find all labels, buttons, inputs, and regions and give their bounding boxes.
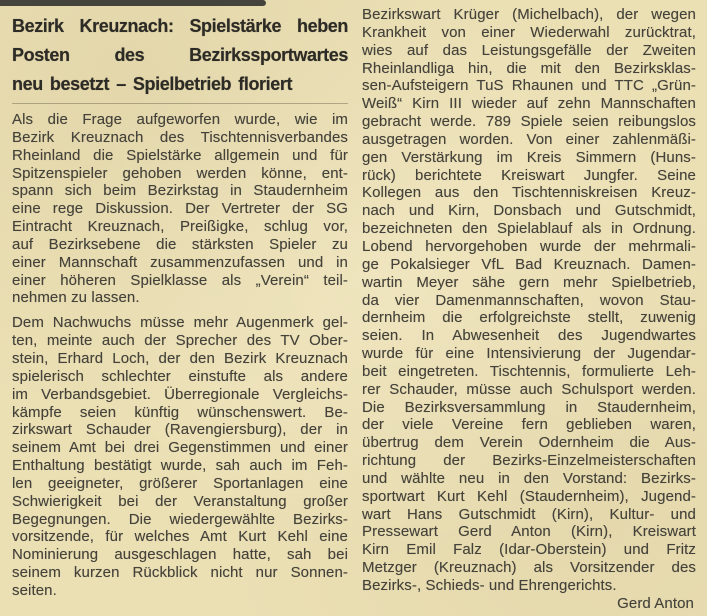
text-line: vorsitzende, für welches Amt Kurt Kehl eine: [12, 528, 348, 546]
text-line: Lobend hervorgehoben wurde der mehrmali-: [362, 237, 696, 255]
text-line: Rheinland die Spielstärke allgemein und für: [12, 146, 348, 164]
text-line: wartin Meyer sähe gern mehr Spielbetrieb,: [362, 273, 696, 291]
right-column: [362, 6, 696, 613]
byline: Gerd Anton: [617, 594, 694, 612]
text-line: wart Hans Gutschmidt (Kirn), Kultur- und: [362, 505, 696, 523]
text-line: gen Verstärkung im Kreis Simmern (Huns-: [362, 148, 696, 166]
text-line: einer höheren Spielklasse als „Verein“ teil-: [12, 271, 348, 289]
text-line: da vier Damenmannschaften, wovon Stau-: [362, 291, 696, 309]
text-line: nach und Kirn, Donsbach und Gutschmidt,: [362, 202, 696, 220]
text-line: Pressewart Gerd Anton (Kirn), Kreiswart: [362, 523, 696, 541]
text-line: dernheim die erfolgreichste stellt, zuwenig: [362, 309, 696, 327]
text-line: len geeigneter, größerer Sportanlagen eine: [12, 474, 348, 492]
text-line: seiten.: [12, 581, 57, 599]
text-line: Spitzenspieler gehoben werden könne, ent-: [12, 164, 348, 182]
text-line: Bezirk Kreuznach des Tischtennisverbandes: [12, 128, 348, 146]
text-line: auf Bezirksebene die stärksten Spieler zu: [12, 235, 348, 253]
text-line: ten, meinte auch der Sprecher des TV Ober-: [12, 332, 348, 350]
text-line: Krankheit von einer Wiederwahl zurücktrat,: [362, 23, 696, 41]
text-line: richtung der Bezirks-Einzelmeisterschaften: [362, 452, 696, 470]
text-line: Die Bezirksversammlung in Staudernheim,: [362, 398, 696, 416]
text-line: Begegnungen. Die wiedergewählte Bezirks-: [12, 510, 348, 528]
paragraph: [362, 6, 696, 595]
text-line: übertrug dem Verein Odernheim die Aus-: [362, 434, 696, 452]
text-line: gebracht werde. 789 Spiele seien reibungslos: [362, 113, 696, 131]
text-line: Kirn Emil Falz (Idar-Oberstein) und Fritz: [362, 541, 696, 559]
text-line: Bezirk Kreuznach: Spielstärke heben: [12, 16, 348, 36]
left-column-text: [12, 111, 348, 600]
text-line: einer Mannschaft zusammenzufassen und in: [12, 253, 348, 271]
text-line: der viele Vereine fern geblieben waren,: [362, 416, 696, 434]
text-line: stein, Erhard Loch, der den Bezirk Kreuznach: [12, 349, 348, 367]
text-line: beit eingetreten. Tischtennis, formulierte Leh-: [362, 362, 696, 380]
paragraph: [12, 314, 348, 600]
text-line: neu besetzt – Spielbetrieb floriert: [12, 74, 293, 94]
text-line: spielerisch schlechter einstufte als andere: [12, 367, 348, 385]
text-line: Bezirks-, Schieds- und Ehrengerichts.: [362, 577, 617, 594]
text-line: und wählte neu in den Vorstand: Bezirks-: [362, 469, 696, 487]
text-line: Enthaltung bestätigt wurde, sah auch im Feh-: [12, 457, 348, 475]
text-line: Posten des Bezirkssportwartes: [12, 45, 348, 65]
text-line: rück) berichtete Kreiswart Jungfer. Seine: [362, 166, 696, 184]
text-line: Rheinlandliga hin, die mit den Bezirksklas-: [362, 59, 696, 77]
text-line: zirkswart Schauder (Ravengiersburg), der in: [12, 421, 348, 439]
text-line: Dem Nachwuchs müsse mehr Augenmerk gel-: [12, 314, 348, 332]
text-line: seien. In Abwesenheit des Jugendwartes: [362, 327, 696, 345]
text-line: eine rege Diskussion. Der Vertreter der SG: [12, 200, 348, 218]
paragraph: [12, 111, 348, 307]
paragraph: [12, 12, 348, 99]
text-line: ausgetragen worden. Von einer zahlenmäßi-: [362, 130, 696, 148]
scan-edge-bar: [0, 0, 266, 6]
text-line: nehmen zu lassen.: [12, 289, 140, 307]
text-line: Weiß“ Kirn III wieder auf zehn Mannschaften: [362, 95, 696, 113]
text-line: Nominierung ausgeschlagen hatte, sah bei: [12, 546, 348, 564]
headline-rule: [12, 103, 348, 104]
right-column-text: [362, 6, 696, 595]
text-line: im Verbandsgebiet. Überregionale Vergleichs-: [12, 385, 348, 403]
text-line: kämpfe seien künftig wünschenswert. Be-: [12, 403, 348, 421]
text-line: Metzger (Kreuznach) als Vorsitzender des: [362, 559, 696, 577]
text-line: seinem Amt bei drei Gegenstimmen und einer: [12, 439, 348, 457]
text-line: spann sich beim Bezirkstag in Staudernheim: [12, 182, 348, 200]
text-line: sen-Aufsteigern TuS Rhaunen und TTC „Grün-: [362, 77, 696, 95]
text-line: sportwart Kurt Kehl (Staudernheim), Jugend-: [362, 487, 696, 505]
article-headline: [12, 12, 348, 99]
text-line: Eintracht Kreuznach, Preißigke, schlug vor,: [12, 218, 348, 236]
text-line: wurde für eine Intensivierung der Jugendar-: [362, 345, 696, 363]
text-line: seinem kurzen Rückblick nicht nur Sonnen-: [12, 564, 348, 582]
text-line: Als die Frage aufgeworfen wurde, wie im: [12, 111, 348, 128]
text-line: Kollegen aus den Tischtenniskreisen Kreuz-: [362, 184, 696, 202]
text-line: Bezirkswart Krüger (Michelbach), der wegen: [362, 6, 696, 23]
text-line: Schwierigkeit bei der Veranstaltung großer: [12, 492, 348, 510]
text-line: ge Pokalsieger VfL Bad Kreuznach. Damen-: [362, 255, 696, 273]
text-line: wies auf das Leistungsgefälle der Zweiten: [362, 41, 696, 59]
text-line: rer Schauder, müsse auch Schulsport werden.: [362, 380, 696, 398]
left-column: [12, 12, 348, 600]
text-line: bezeichneten den Spielablauf als in Ordnung.: [362, 220, 696, 238]
